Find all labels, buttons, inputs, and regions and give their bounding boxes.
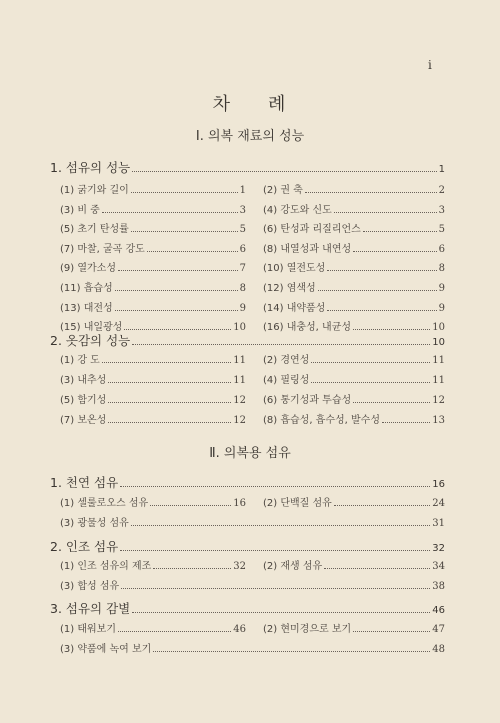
toc-entry <box>60 620 246 635</box>
entry-label: (13) 대전성 <box>60 302 113 314</box>
page-ref: 8 <box>239 283 246 294</box>
leader-dots <box>305 192 437 193</box>
page-ref: 8 <box>438 263 445 275</box>
toc-entry <box>263 620 445 635</box>
toc-title <box>0 90 500 116</box>
toc-entry <box>60 640 445 655</box>
page-ref: 32 <box>233 561 246 572</box>
entry-label: (6) 통기성과 투습성 <box>263 395 352 406</box>
toc-entry <box>60 514 445 529</box>
entry-label: (8) 내열성과 내연성 <box>263 243 352 255</box>
toc-entry <box>263 411 445 426</box>
page-ref: 11 <box>432 375 445 386</box>
toc-entry <box>60 577 445 592</box>
page-ref: 9 <box>239 302 246 314</box>
page-ref: 38 <box>432 581 445 592</box>
page-ref: 6 <box>438 243 445 255</box>
page-ref: 11 <box>233 375 246 386</box>
leader-dots <box>115 290 238 291</box>
toc-entry <box>60 557 246 572</box>
entry-label: (1) 굵기와 길이 <box>60 185 129 196</box>
page-ref: 5 <box>239 224 246 236</box>
chapter-entry <box>50 537 445 555</box>
toc-entry <box>263 351 445 366</box>
entry-label: (2) 경연성 <box>263 355 310 366</box>
leader-dots <box>150 505 231 506</box>
toc-entry <box>60 391 246 406</box>
page-ref: 12 <box>432 395 445 406</box>
entry-label: (16) 내충성, 내균성 <box>263 322 352 334</box>
page-ref: 10 <box>233 322 246 334</box>
page-ref: 34 <box>432 561 445 572</box>
entry-label: (3) 약품에 녹여 보기 <box>60 644 152 655</box>
page-ref: 3 <box>239 204 246 216</box>
leader-dots <box>108 382 231 383</box>
leader-dots <box>327 310 436 311</box>
title-char: 례 <box>268 94 288 115</box>
chapter-entry <box>50 331 445 349</box>
toc-entry <box>263 181 445 196</box>
leader-dots <box>108 402 231 403</box>
chapter-entry <box>50 599 445 617</box>
page-ref: 13 <box>432 415 445 426</box>
toc-entry <box>60 494 246 509</box>
leader-dots <box>382 422 430 423</box>
page-ref: 9 <box>438 283 445 294</box>
toc-entry <box>60 259 246 274</box>
toc-entry <box>263 391 445 406</box>
toc-entry <box>263 494 445 509</box>
leader-dots <box>153 568 231 569</box>
leader-dots <box>334 212 437 213</box>
entry-label: (7) 보온성 <box>60 415 107 426</box>
leader-dots <box>118 631 231 632</box>
entry-label: (1) 셀룰로오스 섬유 <box>60 498 149 509</box>
chapter-entry <box>50 473 445 491</box>
entry-label: (2) 권 축 <box>263 185 303 196</box>
page-ref: 1 <box>438 164 445 175</box>
leader-dots <box>131 231 238 232</box>
leader-dots <box>121 588 430 589</box>
toc-entry <box>60 220 246 235</box>
leader-dots <box>132 344 430 345</box>
page-ref: 31 <box>432 518 445 529</box>
entry-label: (14) 내약품성 <box>263 302 326 314</box>
entry-label: (4) 필링성 <box>263 375 310 386</box>
title-char: 차 <box>212 94 232 115</box>
leader-dots <box>324 568 430 569</box>
page-ref: 6 <box>239 243 246 255</box>
page-ref: 10 <box>432 322 445 334</box>
entry-label: (2) 재생 섬유 <box>263 561 323 572</box>
leader-dots <box>353 402 430 403</box>
leader-dots <box>131 525 430 526</box>
entry-label: (3) 광물성 섬유 <box>60 518 129 529</box>
chapter-title: 2. 인조 섬유 <box>50 539 119 554</box>
toc-entry <box>60 299 246 314</box>
leader-dots <box>327 270 436 271</box>
page-ref: 12 <box>233 395 246 406</box>
page-ref: 24 <box>432 498 445 509</box>
page-ref: 16 <box>432 479 445 490</box>
toc-entry <box>60 351 246 366</box>
page-ref: 1 <box>239 185 246 196</box>
toc-entry <box>263 299 445 314</box>
toc-entry <box>60 181 246 196</box>
chapter-title: 1. 천연 섬유 <box>50 475 119 490</box>
toc-entry <box>263 259 445 274</box>
page-number: i <box>428 58 432 72</box>
page-ref: 3 <box>438 204 445 216</box>
entry-label: (11) 흡습성 <box>60 283 113 294</box>
toc-entry <box>263 371 445 386</box>
entry-label: (15) 내일광성 <box>60 322 123 334</box>
page-ref: 2 <box>438 185 445 196</box>
leader-dots <box>120 486 430 487</box>
entry-label: (12) 염색성 <box>263 283 316 294</box>
leader-dots <box>108 422 231 423</box>
leader-dots <box>153 651 430 652</box>
entry-label: (9) 열가소성 <box>60 263 116 275</box>
entry-label: (5) 초기 탄성률 <box>60 224 129 236</box>
page-ref: 11 <box>233 355 246 366</box>
toc-entry <box>263 557 445 572</box>
toc-entry <box>263 240 445 255</box>
leader-dots <box>132 612 430 613</box>
entry-label: (6) 탄성과 리질리언스 <box>263 224 361 236</box>
toc-entry <box>60 240 246 255</box>
page-ref: 5 <box>438 224 445 236</box>
toc-entry <box>263 279 445 294</box>
toc-entry <box>60 411 246 426</box>
leader-dots <box>363 231 437 232</box>
page-ref: 47 <box>432 624 445 635</box>
entry-label: (2) 단백질 섬유 <box>263 498 332 509</box>
page-ref: 46 <box>233 624 246 635</box>
leader-dots <box>132 171 436 172</box>
entry-label: (1) 강 도 <box>60 355 100 366</box>
toc-entry <box>60 371 246 386</box>
leader-dots <box>118 270 238 271</box>
entry-label: (3) 비 중 <box>60 204 100 216</box>
leader-dots <box>131 192 238 193</box>
toc-entry <box>60 201 246 216</box>
page-ref: 12 <box>233 415 246 426</box>
chapter-entry <box>50 158 445 176</box>
entry-label: (3) 합성 섬유 <box>60 581 120 592</box>
leader-dots <box>318 290 437 291</box>
leader-dots <box>311 382 430 383</box>
entry-label: (7) 마찰, 굴곡 강도 <box>60 243 145 255</box>
leader-dots <box>120 550 430 551</box>
page-ref: 48 <box>432 644 445 655</box>
leader-dots <box>353 631 430 632</box>
chapter-title: 2. 옷감의 성능 <box>50 333 131 348</box>
leader-dots <box>102 362 231 363</box>
leader-dots <box>334 505 430 506</box>
entry-label: (1) 태워보기 <box>60 624 116 635</box>
part-heading: Ⅱ. 의복용 섬유 <box>209 446 291 461</box>
page-ref: 32 <box>432 543 445 554</box>
leader-dots <box>311 362 430 363</box>
leader-dots <box>102 212 238 213</box>
chapter-title: 1. 섬유의 성능 <box>50 160 131 175</box>
toc-entry <box>263 201 445 216</box>
entry-label: (4) 강도와 신도 <box>263 204 332 216</box>
entry-label: (3) 내추성 <box>60 375 107 386</box>
page-ref: 7 <box>239 263 246 275</box>
page-ref: 10 <box>432 337 445 348</box>
page-ref: 46 <box>432 605 445 616</box>
entry-label: (2) 현미경으로 보기 <box>263 624 352 635</box>
page-ref: 9 <box>438 302 445 314</box>
entry-label: (8) 흡습성, 흡수성, 발수성 <box>263 415 380 426</box>
part-heading: Ⅰ. 의복 재료의 성능 <box>195 129 305 144</box>
leader-dots <box>353 251 436 252</box>
leader-dots <box>115 310 238 311</box>
leader-dots <box>147 251 238 252</box>
page-ref: 11 <box>432 355 445 366</box>
entry-label: (10) 열전도성 <box>263 263 326 275</box>
entry-label: (1) 인조 섬유의 제조 <box>60 561 152 572</box>
entry-label: (5) 함기성 <box>60 395 107 406</box>
chapter-title: 3. 섬유의 감별 <box>50 601 131 616</box>
toc-entry <box>60 279 246 294</box>
toc-entry <box>263 220 445 235</box>
page-ref: 16 <box>233 498 246 509</box>
